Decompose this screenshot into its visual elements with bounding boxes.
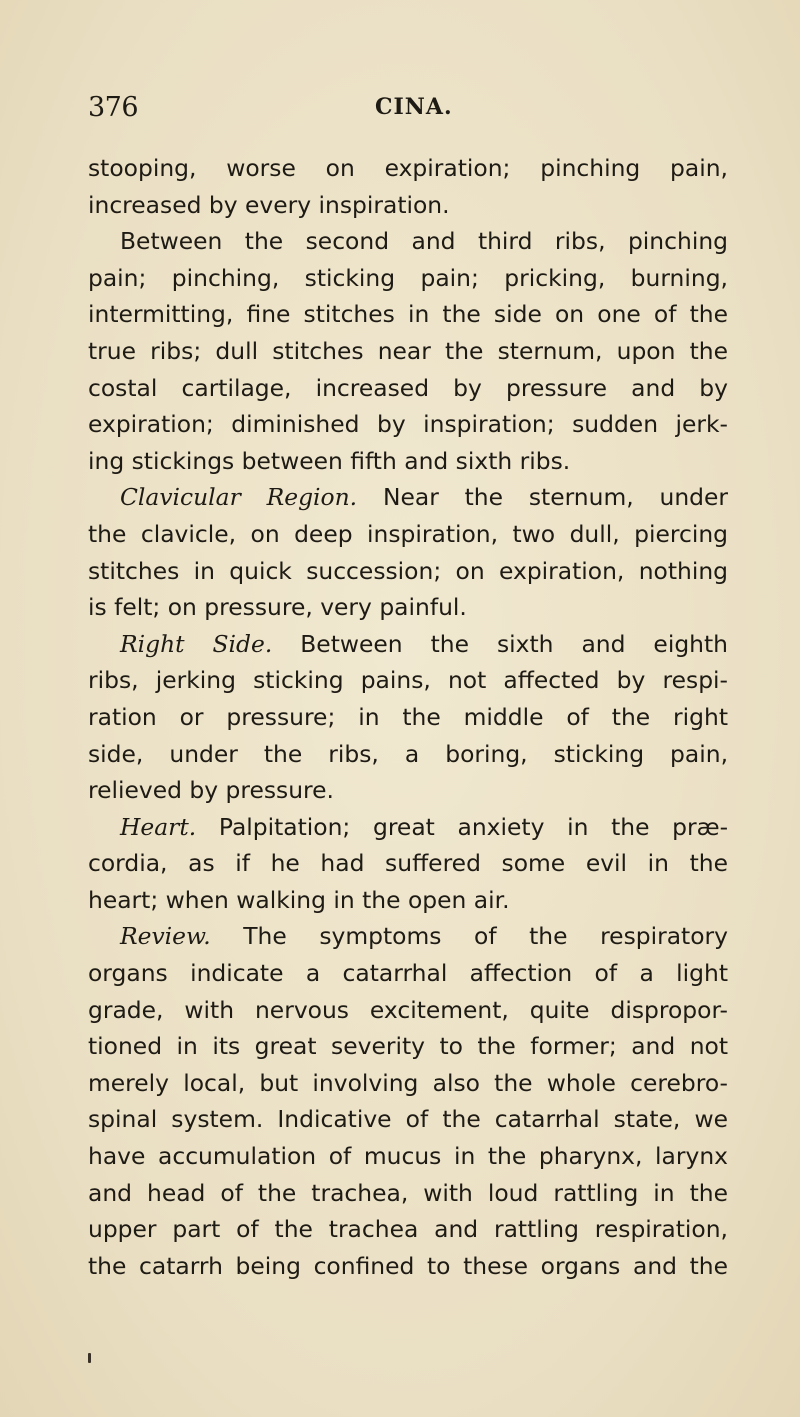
paragraph-heart [88, 809, 728, 846]
text-line: pain; pinching, sticking pain; pricking, burning, [88, 263, 728, 292]
text-line: The symptoms of the respiratory [243, 922, 728, 951]
body-text [88, 150, 728, 1284]
section-heading-right-side: Right Side. [120, 629, 273, 658]
running-title: CINA. [375, 94, 453, 120]
text-line: the catarrh being confined to these organs and the [88, 1251, 728, 1280]
paragraph-right-side [88, 626, 728, 663]
text-line: intermitting, fine stitches in the side on one of the [88, 300, 728, 329]
text-line: costal cartilage, increased by pressure and by [88, 373, 728, 402]
text-line: stitches in quick succession; on expiration, nothing [88, 556, 728, 585]
text-line: Palpitation; great anxiety in the præ- [218, 812, 729, 841]
text-line: ribs, jerking sticking pains, not affected by respi- [88, 666, 728, 695]
text-line: and head of the trachea, with loud rattling in the [88, 1178, 728, 1207]
text-line: increased by every inspiration. [88, 190, 450, 219]
text-line: cordia, as if he had suffered some evil in the [88, 849, 728, 878]
text-line: stooping, worse on expiration; pinching pain, [88, 154, 728, 182]
text-line: spinal system. Indicative of the catarrhal state, we [88, 1105, 728, 1134]
text-line: organs indicate a catarrhal affection of a light [88, 959, 728, 988]
text-line: Near the sternum, under [382, 483, 729, 512]
text-line: ration or pressure; in the middle of the right [88, 702, 728, 731]
text-line: grade, with nervous excitement, quite dispropor- [88, 995, 728, 1024]
text-line: have accumulation of mucus in the pharynx, larynx [88, 1142, 728, 1171]
text-line: true ribs; dull stitches near the sternum, upon the [88, 336, 728, 365]
section-heading-heart: Heart. [120, 812, 197, 841]
section-heading-review: Review. [120, 922, 211, 951]
text-line: side, under the ribs, a boring, sticking pain, [88, 739, 728, 768]
text-line: relieved by pressure. [88, 776, 334, 805]
ink-mark [88, 1353, 91, 1363]
text-line: expiration; diminished by inspiration; sudden jerk- [88, 410, 728, 439]
text-line: heart; when walking in the open air. [88, 885, 510, 914]
paragraph-review [88, 918, 728, 955]
text-line: Between the second and third ribs, pinching [120, 227, 728, 256]
page-header [88, 92, 728, 128]
text-line: upper part of the trachea and rattling respiration, [88, 1215, 728, 1244]
text-line: the clavicle, on deep inspiration, two dull, piercing [88, 519, 728, 548]
text-line: ing stickings between fifth and sixth ribs. [88, 446, 571, 475]
paragraph-clavicular-region [88, 479, 728, 516]
text-line: merely local, but involving also the whole cerebro- [88, 1068, 728, 1097]
text-line: is felt; on pressure, very painful. [88, 593, 467, 622]
text-line: Between the sixth and eighth [300, 629, 728, 658]
page-number: 376 [88, 92, 139, 123]
text-line: tioned in its great severity to the former; and not [88, 1032, 728, 1061]
section-heading-clavicular-region: Clavicular Region. [120, 483, 358, 512]
